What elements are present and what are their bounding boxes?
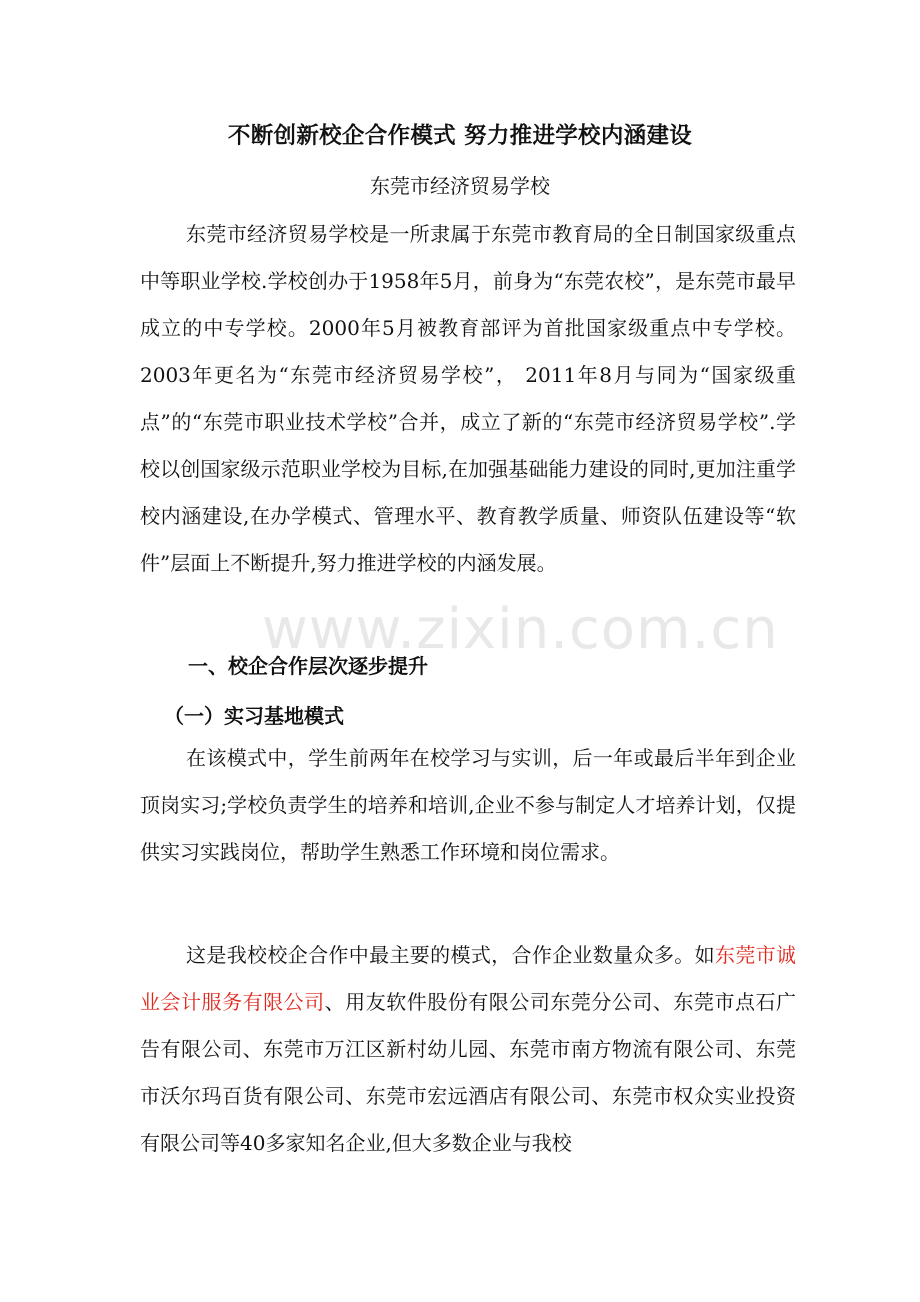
section-heading: 一、校企合作层次逐步提升: [188, 654, 428, 678]
watermark: www.zixin.com.cn: [262, 597, 779, 662]
model-paragraph: 在该模式中，学生前两年在校学习与实训，后一年或最后半年到企业顶岗实习;学校负责学生的培养和培训,企业不参与制定人才培养计划，仅提供实习实践岗位，帮助学生熟悉工作环境和岗位需求。: [140, 746, 796, 864]
partners-lead-text: 这是我校校企合作中最主要的模式，合作企业数量众多。如: [186, 943, 715, 967]
partners-rest-text: 、用友软件股份有限公司东莞分公司、东莞市点石广告有限公司、东莞市万江区新村幼儿园、东莞市南方物流有限公司、东莞市沃尔玛百货有限公司、东莞市宏远酒店有限公司、东莞市权众实业投资有限公司等40多家知名企业,但大多数企业与我校: [140, 990, 797, 1155]
intro-paragraph: 东莞市经济贸易学校是一所隶属于东莞市教育局的全日制国家级重点中等职业学校.学校创办于1958年5月，前身为“东莞农校”，是东莞市最早成立的中专学校。2000年5月被教育部评为首批国家级重点中专学校。2003年更名为“东莞市经济贸易学校”， 2011年8月与同为“国家级重点”的“东莞市职业技术学校”合并，成立了新的“东莞市经济贸易学校”.学校以创国家级示范职业学校为目标,在加强基础能力建设的同时,更加注重学校内涵建设,在办学模式、管理水平、教育教学质量、师资队伍建设等“软件”层面上不断提升,努力推进学校的内涵发展。: [140, 222, 796, 575]
partners-paragraph: [140, 932, 796, 1167]
document-author: 东莞市经济贸易学校: [370, 174, 550, 198]
highlighted-company-name: 东莞市诚业会计服务有限公司: [140, 943, 797, 1014]
subsection-heading: （一）实习基地模式: [164, 704, 344, 728]
document-title: 不断创新校企合作模式 努力推进学校内涵建设: [227, 123, 693, 149]
